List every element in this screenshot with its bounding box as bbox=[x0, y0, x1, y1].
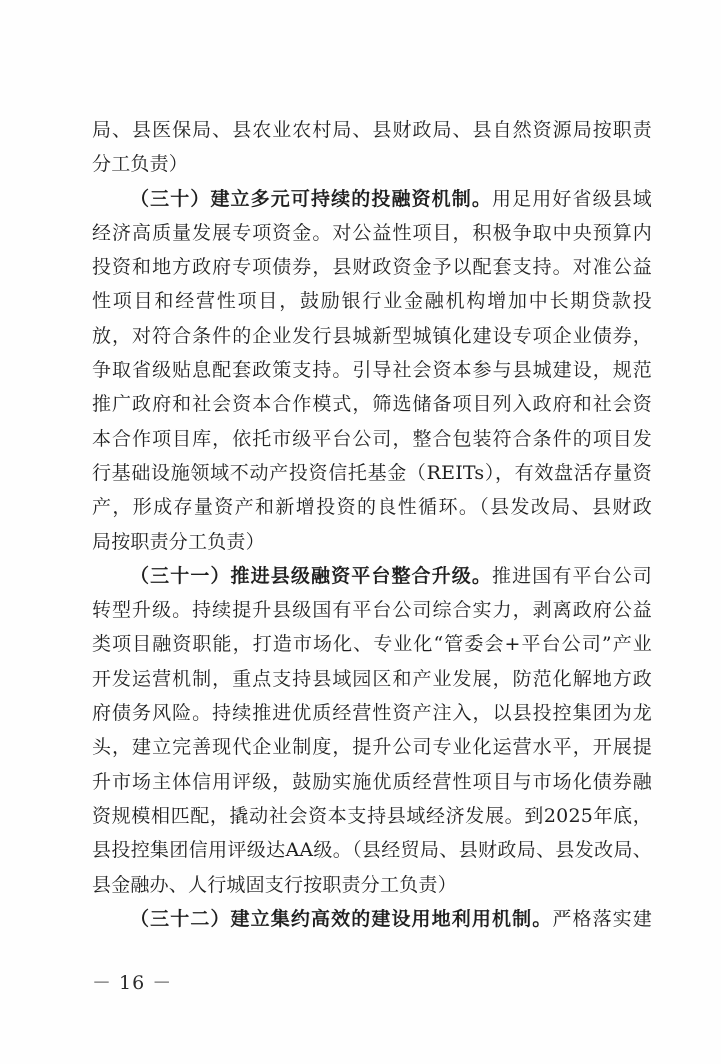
paragraph-30-text: 用足用好省级县域 bbox=[492, 187, 652, 210]
text-line: 投资和地方政府专项债券，县财政资金予以配套支持。对准公益 bbox=[92, 256, 652, 279]
paragraph-32-text: 严格落实建 bbox=[552, 907, 652, 930]
text-line: 本合作项目库，依托市级平台公司，整合包装符合条件的项目发 bbox=[92, 427, 652, 450]
paragraph-30-first-line bbox=[92, 182, 652, 216]
text-line: 争取省级贴息配套政策支持。引导社会资本参与县城建设，规范 bbox=[92, 359, 652, 382]
text-line: 分工负责） bbox=[92, 153, 189, 176]
text-line: 开发运营机制，重点支持县域园区和产业发展，防范化解地方政 bbox=[92, 667, 652, 690]
text-line: 资规模相匹配，撬动社会资本支持县域经济发展。到2025年底， bbox=[92, 804, 652, 827]
text-line: 产，形成存量资产和新增投资的良性循环。（县发改局、县财政 bbox=[92, 496, 652, 519]
text-line: 县金融办、人行城固支行按职责分工负责） bbox=[92, 873, 457, 896]
paragraph-31-heading: （三十一）推进县级融资平台整合升级。 bbox=[130, 564, 493, 587]
text-line: 局按职责分工负责） bbox=[92, 530, 265, 553]
text-line: 县投控集团信用评级达AA级。（县经贸局、县财政局、县发改局、 bbox=[92, 839, 652, 862]
paragraph-32-heading: （三十二）建立集约高效的建设用地利用机制。 bbox=[130, 907, 553, 930]
page-number: － 16 － bbox=[92, 972, 173, 994]
text-line: 府债务风险。持续推进优质经营性资产注入，以县投控集团为龙 bbox=[92, 702, 652, 725]
text-line: 性项目和经营性项目，鼓励银行业金融机构增加中长期贷款投 bbox=[92, 290, 652, 313]
text-line: 放，对符合条件的企业发行县城新型城镇化建设专项企业债券， bbox=[92, 324, 652, 347]
body-text bbox=[92, 113, 652, 936]
text-line: 局、县医保局、县农业农村局、县财政局、县自然资源局按职责 bbox=[92, 119, 652, 141]
text-line: 经济高质量发展专项资金。对公益性项目，积极争取中央预算内 bbox=[92, 221, 652, 244]
paragraph-31-text: 推进国有平台公司 bbox=[492, 564, 652, 587]
text-line: 升市场主体信用评级，鼓励实施优质经营性项目与市场化债券融 bbox=[92, 770, 652, 793]
text-line: 行基础设施领域不动产投资信托基金（REITs），有效盘活存量资 bbox=[92, 461, 652, 484]
paragraph-32-first-line bbox=[92, 902, 652, 936]
text-line: 头，建立完善现代企业制度，提升公司专业化运营水平，开展提 bbox=[92, 736, 652, 759]
text-line: 转型升级。持续提升县级国有平台公司综合实力，剥离政府公益 bbox=[92, 599, 652, 622]
paragraph-31-first-line bbox=[92, 559, 652, 593]
text-line: 推广政府和社会资本合作模式，筛选储备项目列入政府和社会资 bbox=[92, 393, 652, 416]
paragraph-30-heading: （三十）建立多元可持续的投融资机制。 bbox=[130, 187, 493, 210]
text-line: 类项目融资职能，打造市场化、专业化“管委会+平台公司”产业 bbox=[92, 633, 652, 656]
